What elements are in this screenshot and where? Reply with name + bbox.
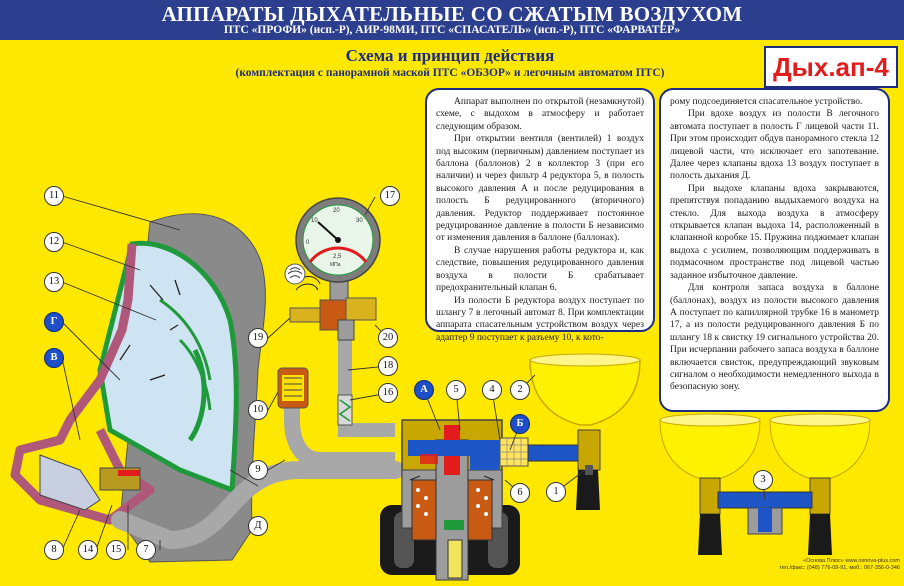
callout-18: 18 (378, 356, 398, 376)
callout-12: 12 (44, 232, 64, 252)
page-subtitle: ПТС «ПРОФИ» (исп.-Р), АИР-98МИ, ПТС «СПАСАТЕЛЬ» (исп.-Р), ПТС «ФАРВАТЕР» (223, 24, 681, 36)
reducer-5 (380, 420, 520, 580)
callout-V: В (44, 348, 64, 368)
callout-6: 6 (510, 483, 530, 503)
callout-G: Г (44, 312, 64, 332)
callout-A: А (414, 380, 434, 400)
footer-line: тел./факс: (048) 776-09-91, моб.: 067-356-0-346 (779, 565, 900, 571)
callout-3: 3 (753, 470, 773, 490)
description-right (659, 88, 890, 412)
sound-icon (285, 264, 305, 284)
gauge-value-label: 2,5 (333, 254, 342, 260)
description-paragraph: В случае нарушения работы редуктора и, как следствие, повышения редуцированного давления воздуха в полости Б срабатывает предохранительный клапан 6. (436, 245, 644, 294)
callout-D: Д (248, 516, 268, 536)
callout-17: 17 (380, 186, 400, 206)
section-heading: Схема и принцип действия (345, 46, 555, 65)
footer-contacts (700, 558, 900, 572)
poster-code: Дых.ап-4 (764, 46, 898, 88)
callout-8: 8 (44, 540, 64, 560)
gauge-tick-10: 10 (311, 218, 318, 224)
description-paragraph: Аппарат выполнен по открытой (незамкнутой) схеме, с выдохом в атмосферу и работает следующим образом. (436, 97, 644, 132)
callout-16: 16 (378, 383, 398, 403)
callout-10: 10 (248, 400, 268, 420)
section-subheading: (комплектация с панорамной маской ПТС «ОБЗОР» и легочным автоматом ПТС) (235, 67, 665, 79)
callout-20: 20 (378, 328, 398, 348)
description-paragraph: Из полости Б редуктора воздух поступает по шлангу 7 в легочный автомат 8. При комплектации аппарата спасательным устройством воздух через адаптер 9 поступает к разъему 10, к кото- (436, 295, 644, 343)
callout-19: 19 (248, 328, 268, 348)
callout-B: Б (510, 414, 530, 434)
valve-1 (576, 470, 600, 510)
page-title: АППАРАТЫ ДЫХАТЕЛЬНЫЕ СО СЖАТЫМ ВОЗДУХОМ (161, 2, 743, 26)
gauge-unit: МПа (330, 262, 341, 268)
callout-15: 15 (106, 540, 126, 560)
description-paragraph: Для контроля запаса воздуха в баллоне (баллонах), воздух из полости высокого давления А поступает по капиллярной трубке 16 в манометр 17, а из полости редуцированного давления Б по шлангу 18 к свистку 19 сигнального устройства 20. При исчерпании рабочего запаса воздуха в баллоне включается свисток, предупреждающий звуковым сигналом о необходимости немедленного выхода в безопасную зону. (670, 283, 879, 393)
gauge-tick-30: 30 (356, 218, 363, 224)
callout-5: 5 (446, 380, 466, 400)
callout-11: 11 (44, 186, 64, 206)
description-left (425, 88, 655, 343)
cylinder-2 (530, 360, 640, 425)
callout-1: 1 (546, 482, 566, 502)
callout-14: 14 (78, 540, 98, 560)
footer-line: «Основа Плюс» www.osnova-plus.com (803, 558, 900, 564)
callout-9: 9 (248, 460, 268, 480)
adapter-10 (278, 368, 308, 408)
description-paragraph: При выдохе клапаны вдоха закрываются, препятствуя попаданию выдыхаемого воздуха на стекло. Для выхода воздуха в атмосферу открывается клапан выдоха 14, расположенный в клапанной коробке 15. Пружина поджимает клапан выдоха с усилием, позволяющим поддерживать в подмасочном пространстве под лицевой частью заданное избыточное давление. (670, 183, 879, 281)
description-paragraph: При открытии вентиля (вентилей) 1 воздух под высоким (первичным) давлением поступает из баллона (баллонов) 2 в коллектор 3 (при его наличии) и через фильтр 4 редуктора 5, в полость высокого давления А и после редуцирования в полость Б редуцированного (вторичного) давления. Редуктор поддерживает постоянное редуцированное давление в полости Б независимо от изменения давления в баллоне (баллонах). (436, 134, 644, 244)
callout-7: 7 (136, 540, 156, 560)
callout-13: 13 (44, 272, 64, 292)
gauge-tick-20: 20 (333, 208, 340, 214)
callout-2: 2 (510, 380, 530, 400)
description-paragraph: рому подсоединяется спасательное устройство. (670, 97, 863, 107)
callout-4: 4 (482, 380, 502, 400)
description-paragraph: При вдохе воздух из полости В легочного автомата поступает в полость Г лицевой части 11. При этом происходит обдув панорамного стекла 12 лицевой части, что исключает его запотевание. Далее через клапаны вдоха 13 воздух поступает в полость дыхания Д. (670, 109, 879, 182)
gauge-tick-0: 0 (306, 240, 310, 246)
